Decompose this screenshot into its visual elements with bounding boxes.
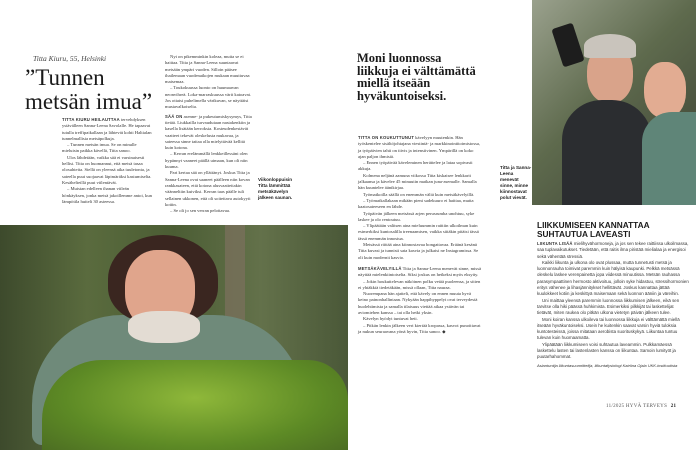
photo-caption: Viikonloppuisin Titta lämmittää metsäkävelyn jälkeen saunan. [258, 177, 293, 200]
paragraph: Moni koiran kanssa ulkoileva tai luonnossa liikkuja ei välttämättä miellä itseään hyväkuntoiseksi. Usein he kuitenkin saavat varsin hyviä tuloksia kuntotesteissä, joissa mitataan aerobista suorituskykyä. Liikuntaa tuntuu tulevan kuin huomaamatta. [537, 316, 680, 341]
right-column [358, 135, 482, 335]
title-line: ”Tunnen [25, 65, 105, 90]
paragraph: Nuorempana hän ajatteli, että kävely on ennen muuta hyvä keino painonhallintaan. Nykyään happihyppelyt ovat terveydestä huolehtimista ja samalla tilaisuus viettää aikaa ystävän tai aviomiehen kanssa – tai olla hetki yksin. [358, 291, 478, 316]
paragraph: – Pitkän lenkin jälkeen veri kiertää kropassa, kasvot punoittavat ja nukun seuraavana yönä hyvin, Titta sanoo. ◆ [358, 322, 481, 334]
left-column-1 [62, 117, 152, 205]
paragraph: Ylipäätään liikkumiseen voisi suhtautua laveammin. Pulkkamäessä laskettelu lasten tai lastenlasten kanssa on liikuntaa. Samoin lumityöt ja puutarhahommat. [537, 341, 676, 360]
person-2-face [644, 62, 686, 118]
paragraph: – Kerran erelämmällä lenkkeillessäni olen hypännyt vaaneet päällä uimaan, kun oli niin kuuma. [165, 151, 248, 170]
person-2-coat [642, 112, 696, 205]
article-title [25, 66, 152, 114]
sidebar-heading [537, 221, 650, 239]
byline: Titta Kiuru, 55, Helsinki [33, 54, 107, 63]
paragraph: Pari kertaa sää on yllättänyt. Joskus Titta ja Sanna-Leena ovat saaneet päälleen niin kovan rankkasateen, että kotona alusvaatteitakin väänneltiin kuiviksi. Kerran taas päälle tuli sellainen ukkonen, että oli soitettava autokyyti kotiin. [165, 170, 251, 207]
paragraph: Nyt on pikemminkin koleaa, mutta se ei haittaa. Titta ja Sanna-Leena suuntaavat metsään ympäri vuoden. Silloin pääsee ihailemaan vuodenaikojen mukaan muuttuvaa maisemaa. [165, 54, 250, 85]
sidebar-body [537, 241, 690, 369]
paragraph: METSÄKÄVELYILLÄ Titta ja Sanna-Leena menevät sinne, missä näyttää mielenkiintoiselta. Siksi joskus on hetkeksi myös eksytty. [358, 265, 482, 278]
heading-line: SUHTAUTUA LAVEASTI [537, 229, 631, 239]
paragraph: Kaikki liikunta ja ulkona olo ovat plussaa, mutta tunnetusti metsä ja luonnonrauha toimivat paremmin kuin hälyisä kaupunki. Pelkkä metsässä oleskelu laskee verenpainetta jopa viidessä minuutissa. Metsän rauhassa parasympaattinen hermosto aktivoituu, jolloin syke hidastuu, stressihormonien eritys vähenee ja lihasjännitykset hellittävät. Joskus kannattaa jättää kuulokkeet kotiin ja keskittyä maisemaan sekä luonnon ääniin ja väreihin. [537, 259, 689, 297]
paragraph: TITTA KIURU HEILAUTTAA tervehdyksen ystävälleen Sanna-Leena Savolalle. He tapaavat tutulla treffipaikallaan ja lähtevät kohti Haltialan tunnelmallisia metsäpolkuja. [62, 117, 152, 141]
person-1-beanie [584, 34, 636, 58]
paragraph: TITTA ON KOUKUTTUNUT kävelyyn muutenkin. Hän työskentelee sisältöjohtajana viestintä- ja markkinointitoimistossa, ja työpäivien tahti on tiivis ja intensiivinen. Ympärillä on koko ajan paljon ihmisiä. [358, 135, 481, 159]
paragraph: Uni maittaa yleensä paremmin luonnossa liikkumisen jälkeen, eikä sen tarvitse olla hiki päässä huhkimista. Esimerkiksi pilkkijät tai laskettelijat tietävät, miten raukea olo pitkän ulkona vietetyn päivän jälkeen tulee. [537, 297, 680, 316]
phone [551, 23, 584, 68]
heading-line: LIIKKUMISEEN KANNATTAA [537, 220, 650, 230]
magazine-name: HYVÄ TERVEYS [625, 404, 668, 409]
paragraph: – Muistan edelleen ihanan viileän hönkäyksen, jonka metsä jakoillemme antoi, kun lämpötila huiteli 30 asteessa. [62, 186, 152, 204]
photo-caption: Titta ja Sanna-Leena menevät sinne, minne kiinnostavat polut vievät. [500, 165, 532, 200]
paragraph: – Ylipäätään valitsen aina mieluummin raittiin ulkoilman kuin esimerkiksi kuntosalilla treenaamisen, vaikka siitäkin pitäisi tässä iässä enemmän innostua. [358, 223, 479, 241]
portrait-photo [0, 225, 348, 450]
paragraph: – Työmatkallakaan mikään pieni sadekuuro ei haittaa, mutta kaatosateeseen en lähde. [358, 197, 474, 210]
paragraph: Työmatkoilla säällä on enemmän väliä kuin metsäkävelyillä. [363, 191, 475, 197]
selfie-photo [532, 0, 696, 205]
paragraph: LIIKUNTA LISÄÄ mielihyvähormoneja, ja jos sen tekee raittiissa ulkoilmassa, saa tuplavaikutukset. Tiedetään, että raitis ilma piristää mielialaa ja energisoi sekä vähentää stressiä. [537, 241, 689, 259]
left-column-2 [165, 54, 252, 214]
page-number: 21 [670, 404, 677, 409]
paragraph: Ulos lähdetään, vaikka sää ei varsinaisesti hellisi. Titta on huomannut, että metsä tasaa olosuhteita. Siellä on yleensä aika tuuletonta, ja sateella puut suojaavat läpimäräksi kastumiselta. Kesähelteillä puut viilentävät. [62, 154, 152, 185]
paragraph: – Jokin houkuttelevan näköinen polku vetää puoleensa, ja sitten ei yhtäkkiä tiedetäkään, missä ollaan, Titta nauraa. [358, 278, 481, 290]
paragraph: Kolmena neljänä aamuna viikossa Titta kiskaisee lenkkarit jalkaansa ja kävelee 45 minuutin matkan juna-asemalle. Samalla hän kuuntelee äänikirjaa. [358, 172, 477, 191]
paragraph: – Se oli jo sen verran pelottavaa. [170, 208, 231, 214]
paragraph: Työpäivän jälkeen metsässä arjen perusrumba unohtuu, syke laskee ja olo rentoutuu. [358, 210, 475, 222]
paragraph: – Tunnen metsän imua. Se on minulle mieluisin paikka kävellä, Titta sanoo. [62, 142, 137, 154]
pull-quote: Moni luonnossa liikkuja ei välttämättä miellä itseään hyväkuntoiseksi. [357, 51, 476, 103]
issue-number: 11/2025 [606, 404, 625, 409]
moss-rock [42, 360, 348, 450]
paragraph: SÄÄ ON asenne- ja pukeutumiskysymys, Titta tietää. Liukkailla turvaudutaan nastakenkiin ja kasella lisätään kerroksia. Kosteudenkestävät vaatteet tekevät oleskelusta mukavaa, ja sateessa sinne taitaa olla mielyttävää kellitä kuin kotona. [165, 113, 252, 151]
scarf [128, 311, 200, 343]
source-note: Asiantuntija liikuntasuunnittelija, liikuntafysiologi Katriina Ojala UKK-instituutista [537, 362, 678, 368]
title-line: metsän imua” [25, 89, 153, 114]
person-1-coat [562, 100, 652, 205]
paragraph: Metsässä riittää aina kiinnostavaa bongattavaa. Eräänä kesänä Titta kuvasi ja tunnisti sata kasvia ja julkaisi ne Instagramissa. Se oli kuin modernit kasvio. [358, 242, 479, 260]
right-page [348, 0, 696, 450]
paragraph: – Toukokuussa luonto on huumaavan neonvihreä. Loka-marraskuussa värit katoavat. Jos ottaisi puhelimella värikuvan, se näyttäisi mustavalkoiselta. [165, 85, 252, 110]
paragraph: – Ennen työpäivää käveleminen herättelee ja lataa sopivasti akkuja. [358, 160, 473, 172]
paragraph: Kävelyn hyödyt tuntuvat heti. [363, 316, 418, 322]
page-footer [606, 404, 676, 409]
